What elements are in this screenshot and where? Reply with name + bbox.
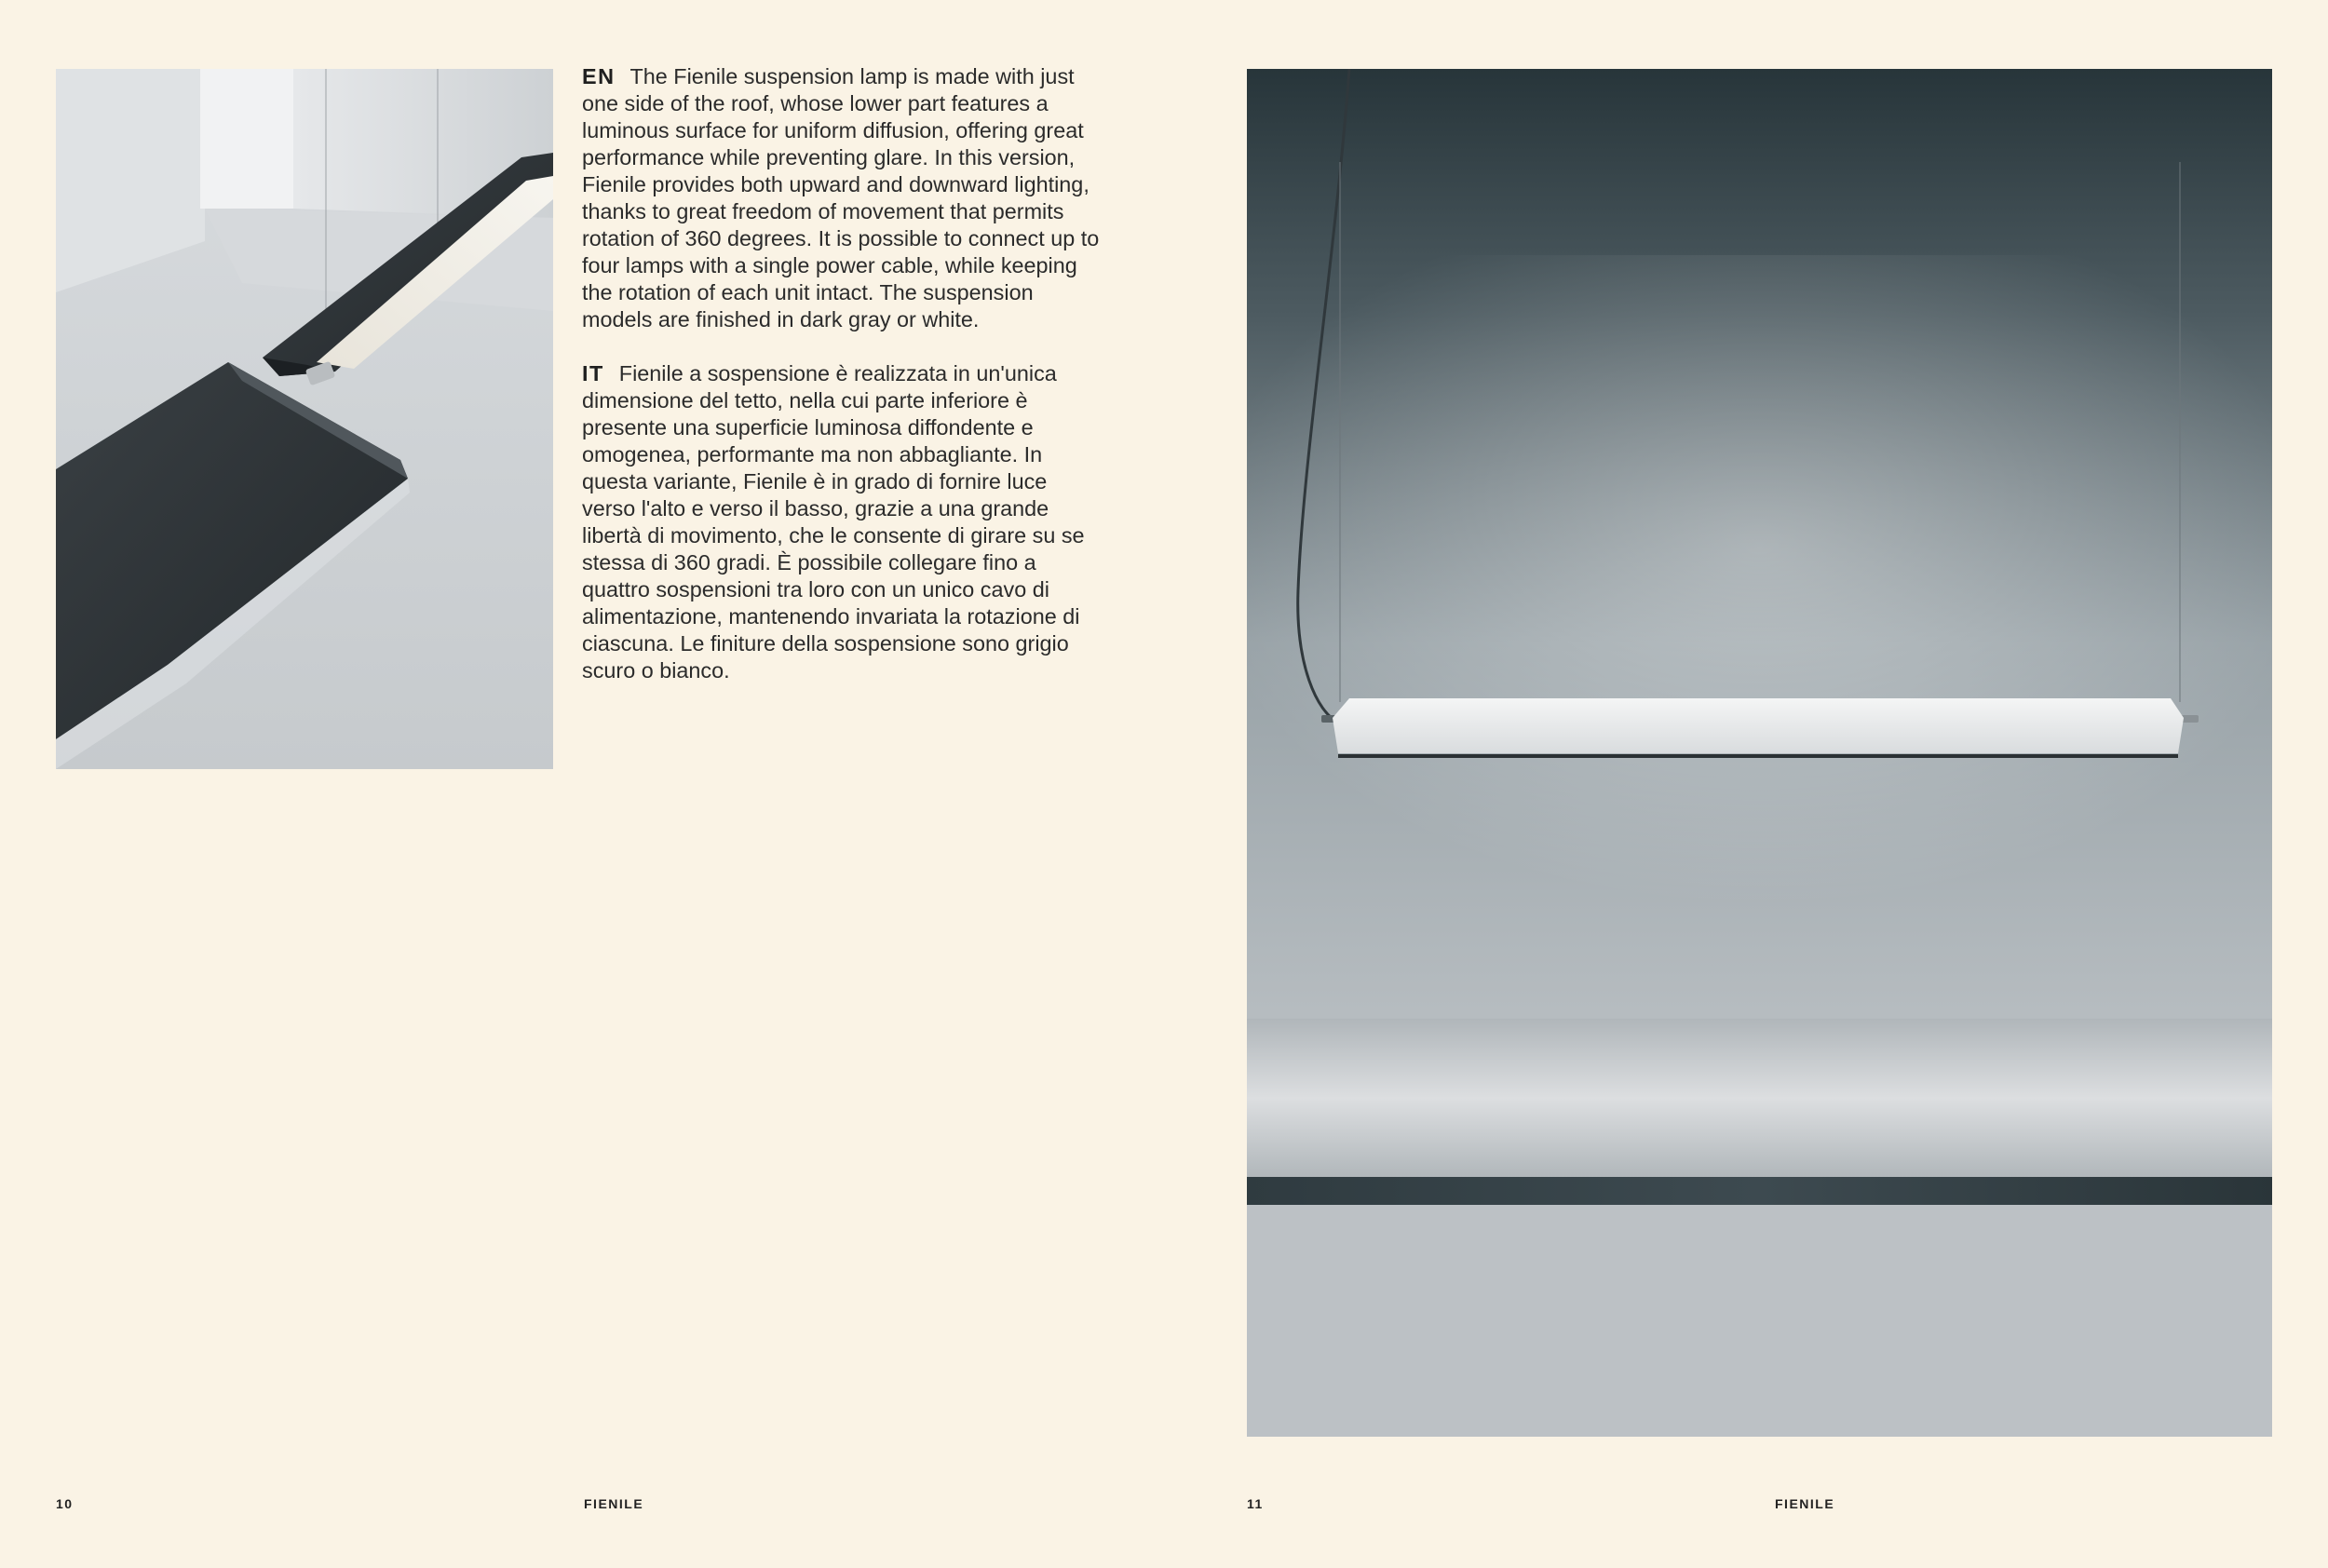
lang-label-it: IT <box>582 361 604 385</box>
paragraph-it-text: Fienile a sospensione è realizzata in un'unica dimensione del tetto, nella cui parte inferiore è presente una superficie luminosa diffondente e omogenea, performante ma non abbagliante. In questa variante, Fienile è in grado di fornire luce verso l'alto e verso il basso, grazie a una grande libertà di movimento, che le consente di girare su se stessa di 360 gradi. È possibile collegare fino a quattro sospensioni tra loro con un unico cavo di alimentazione, mantenendo invariata la rotazione di ciascuna. Le finiture della sospensione sono grigio scuro o bianco. <box>582 361 1085 683</box>
paragraph-it <box>582 360 1103 684</box>
description-text <box>582 63 1103 711</box>
running-title-right: FIENILE <box>1775 1496 1835 1511</box>
running-title-left: FIENILE <box>584 1496 644 1511</box>
lamp-suspension-illustration <box>1247 69 2272 1437</box>
lamp-detail-illustration <box>56 69 553 769</box>
lamp-detail-photo <box>56 69 553 769</box>
page-number-left: 10 <box>56 1496 74 1511</box>
paragraph-en <box>582 63 1103 333</box>
paragraph-en-text: The Fienile suspension lamp is made with just one side of the roof, whose lower part features a luminous surface for uniform diffusion, offering great performance while preventing glare. In this version, Fienile provides both upward and downward lighting, thanks to great freedom of movement that permits rotation of 360 degrees. It is possible to connect up to four lamps with a single power cable, while keeping the rotation of each unit intact. The suspension models are finished in dark gray or white. <box>582 64 1100 331</box>
page-number-right: 11 <box>1247 1496 1264 1511</box>
lang-label-en: EN <box>582 64 616 88</box>
lamp-suspension-photo <box>1247 69 2272 1437</box>
